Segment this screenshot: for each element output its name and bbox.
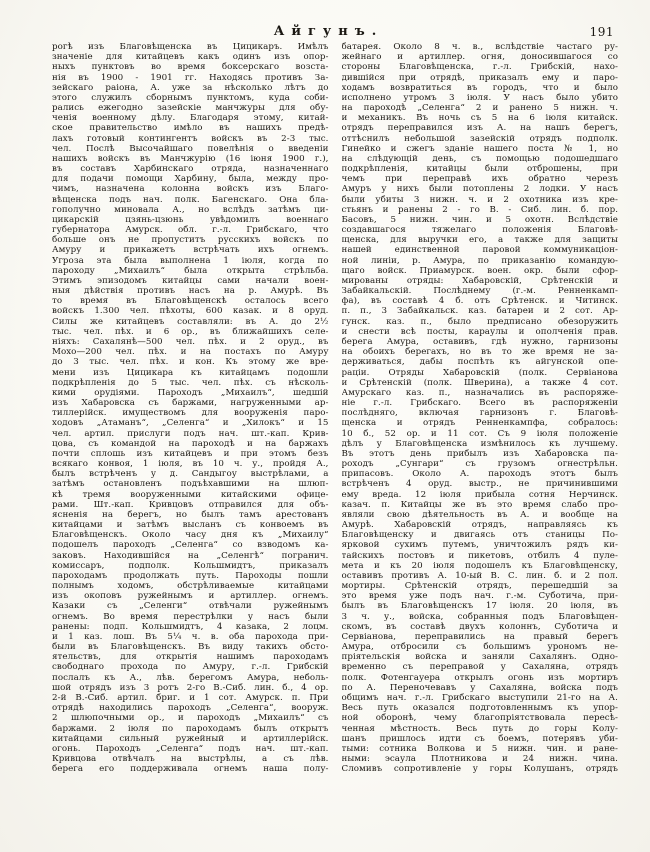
text-line: подошелъ пароходъ „Селенга“ со взводомъ ка- xyxy=(52,540,329,551)
article-running-title: Айгунъ. xyxy=(273,24,384,39)
text-line: то время въ Благовѣщенскѣ осталось всего xyxy=(52,296,329,307)
text-line: шанъ пришлось идти съ боемъ, потерявъ уби- xyxy=(341,733,618,744)
text-line: тиллерійск. имуществомъ для вооруженія паро- xyxy=(52,408,329,419)
text-line: стороны Благовѣщенска, г.-л. Грибскій, нахо- xyxy=(341,62,618,73)
text-line: рались ежегодно зазейскіе манчжуры для обу- xyxy=(52,103,329,114)
text-line: Кривцова отвѣчалъ на выстрѣлы, а съ лѣв. xyxy=(52,754,329,765)
text-line: ранены: подп. Кольшмидтъ, 4 казака, 2 лоцм. xyxy=(52,621,329,632)
text-line: оставивъ противъ А. 10-ый В. С. лин. б. и 2 пол. xyxy=(341,570,618,581)
text-line: ными: эсаула Плотникова и 24 нижн. чина. xyxy=(341,754,618,765)
text-line: оттѣснилъ небольшой зазейскій отрядъ подполк. xyxy=(341,133,618,144)
text-line: Гинейко и сжегъ зданіе нашего поста № 1, но xyxy=(341,143,618,154)
text-line: встрѣченъ 4 оруд. выстр., не причинившими xyxy=(341,479,618,490)
text-line: Благовѣщенску и двигаясь отъ станицы По- xyxy=(341,530,618,541)
text-line: Благовѣщенскъ. Около часу дня къ „Михаилу“ xyxy=(52,530,329,541)
text-line: ной оборонѣ, чему благопріятствовала пересѣ- xyxy=(341,713,618,724)
text-line: зейскаго раіона, А. уже за нѣсколько лѣтъ до xyxy=(52,82,329,93)
text-line: дѣлъ у Благовѣщенска измѣнилось къ лучшему. xyxy=(341,438,618,449)
text-line: Амуръ у нихъ были потоплены 2 лодки. У насъ xyxy=(341,184,618,195)
text-line: въ составъ Харбинскаго отряда, назначеннаго xyxy=(52,164,329,175)
text-line: ніяхъ: Сахалянѣ—500 чел. пѣх. и 2 оруд., въ xyxy=(52,336,329,347)
text-line: Мохо—200 чел. пѣх. и на постахъ по Амуру xyxy=(52,347,329,358)
text-line: пароходамъ продолжать путь. Пароходы пошли xyxy=(52,570,329,581)
text-line: ему вреда. 12 іюля прибыла сотня Нерчинск. xyxy=(341,489,618,500)
text-line: подкрѣпленія до 5 тыс. чел. пѣх. съ нѣсколь- xyxy=(52,377,329,388)
text-line: и механикъ. Въ ночь съ 5 на 6 іюля китайск. xyxy=(341,113,618,124)
text-line: Амурскаго каз. п., назначались въ распоряже- xyxy=(341,387,618,398)
text-line: чемъ при переправѣ ихъ обратно черезъ xyxy=(341,174,618,185)
text-line: свободнаго прохода по Амуру, г.-л. Грибскій xyxy=(52,662,329,673)
text-line: китайцами сильный ружейный и артиллерійск. xyxy=(52,733,329,744)
text-line: былъ въ Благовѣщенскъ 17 іюля. 20 іюля, въ xyxy=(341,601,618,612)
text-line: былъ встрѣченъ у д. Сандыгоу выстрѣлами, а xyxy=(52,469,329,480)
text-line: кѣ тремя вооруженными китайскими офице- xyxy=(52,489,329,500)
text-line: губернатора Амурск. обл. г.-л. Грибскаго, что xyxy=(52,225,329,236)
text-line: нашихъ войскъ въ Манчжурію (16 іюня 1900 г.), xyxy=(52,153,329,164)
text-line: на пароходѣ „Селенга“ 2 и ранено 5 нижн. ч. xyxy=(341,103,618,114)
left-column xyxy=(52,42,329,774)
text-line: значеніе для китайцевъ какъ одинъ изъ опор- xyxy=(52,52,329,63)
text-line: Амурѣ. Хабаровскій отрядъ, направляясь къ xyxy=(341,520,618,531)
text-line: ныя дѣйствія противъ насъ на р. Амурѣ. Въ xyxy=(52,286,329,297)
text-line: 3 ч. у., войска, собранныя подъ Благовѣщен- xyxy=(341,611,618,622)
text-line: гунск. каз. п., было предписано обезоружить xyxy=(341,316,618,327)
text-line: чимъ, назначена колонна войскъ изъ Благо- xyxy=(52,184,329,195)
text-line: ченія военному дѣлу. Благодаря этому, китай- xyxy=(52,113,329,124)
text-line: Въ этотъ день прибылъ изъ Хабаровска па- xyxy=(341,448,618,459)
text-line: цикарскій цзянь-цзюнь увѣдомилъ военнаго xyxy=(52,214,329,225)
text-line: изъ окоповъ ружейнымъ и артиллер. огнемъ. xyxy=(52,591,329,602)
text-line: были убиты 3 нижн. ч. и 2 охотника изъ кре- xyxy=(341,194,618,205)
text-line: это время уже подъ нач. г.-м. Суботича, при- xyxy=(341,591,618,602)
text-line: полк. Фотенгауера открылъ огонь изъ мортиръ xyxy=(341,672,618,683)
text-line: ченная мѣстность. Весь путь до горы Колу- xyxy=(341,723,618,734)
text-line: ярковой сухимъ путемъ, уничтожилъ рядъ ки- xyxy=(341,540,618,551)
text-line: роходъ „Сунгари“ съ грузомъ огнестрѣльн. xyxy=(341,459,618,470)
text-line: нашей единственной паровой коммуникаціон- xyxy=(341,245,618,256)
text-line: ясненія на берегъ, но былъ тамъ арестованъ xyxy=(52,509,329,520)
text-line: Силы же китайцевъ составляли: въ А. до 2½ xyxy=(52,316,329,327)
text-line: казач. п. Китайцы же въ это время слабо про- xyxy=(341,499,618,510)
text-line: войскъ 1.300 чел. пѣхоты, 600 казак. и 8 оруд. xyxy=(52,306,329,317)
text-line: ятельствъ, для открытія нашимъ пароходамъ xyxy=(52,652,329,663)
text-line: тыми: сотника Волкова и 5 нижн. чин. и ране- xyxy=(341,743,618,754)
text-line: являли свою дѣятельность въ А. и вообще на xyxy=(341,509,618,520)
text-line: всякаго конвоя, 1 іюля, въ 10 ч. у., пройдя А., xyxy=(52,459,329,470)
text-line: и снести всѣ посты, караулы и ополченія прав. xyxy=(341,326,618,337)
text-line: фа), въ составѣ 4 б. отъ Срѣтенск. и Читинск. xyxy=(341,296,618,307)
text-line: рами. Шт.-кап. Кривцовъ отправился для объ- xyxy=(52,499,329,510)
text-line: отрядъ переправился изъ А. на нашъ берегъ, xyxy=(341,123,618,134)
text-line: подкрѣпленія, китайцы были отброшены, при xyxy=(341,164,618,175)
text-line: вѣщенска подъ нач. полк. Багенскаго. Она бла- xyxy=(52,194,329,205)
text-line: берега Амура, оставивъ, гдѣ нужно, гарнизоны xyxy=(341,336,618,347)
text-line: послѣдняго, включая гарнизонъ г. Благовѣ- xyxy=(341,408,618,419)
text-line: Весь путь оказался подготовленнымъ къ упор- xyxy=(341,703,618,714)
text-line: до 3 тыс. чел. пѣх. и кон. Къ этому же вре- xyxy=(52,357,329,368)
text-line: припасовъ. Около А. пароходъ этотъ былъ xyxy=(341,469,618,480)
text-line: Сломивъ сопротивленіе у горы Колушанъ, отрядъ xyxy=(341,764,618,775)
text-line: берега его поддерживала огнемъ наша полу- xyxy=(52,764,329,775)
text-line: ніе г.-л. Грибскаго. Всего въ распоряженіи xyxy=(341,398,618,409)
text-line: Забайкальскій. Послѣднему (г.-м. Ренненкамп- xyxy=(341,286,618,297)
text-line: щаго войск. Приамурск. воен. окр. были сфор- xyxy=(341,265,618,276)
text-line: исполнено утромъ 3 іюля. У насъ было убито xyxy=(341,92,618,103)
text-line: временно съ переправой у Сахаляна, отрядъ xyxy=(341,662,618,673)
text-line: батарея. Около 8 ч. в., вслѣдствіе частаго ру- xyxy=(341,42,618,52)
text-line: рогѣ изъ Благовѣщенска въ Цицикаръ. Имѣлъ xyxy=(52,42,329,52)
text-line: Казаки съ „Селенги“ отвѣчали ружейнымъ xyxy=(52,601,329,612)
text-line: лахъ готовый контингентъ войскъ въ 2-3 тыс. xyxy=(52,133,329,144)
text-line: Басовъ, 5 нижн. чин. и 5 охотн. Вслѣдствіе xyxy=(341,214,618,225)
text-line: по А. Переночевавъ у Сахаляна, войска подъ xyxy=(341,682,618,693)
text-line: и 1 каз. лош. Въ 5¼ ч. в. оба парохода при- xyxy=(52,631,329,642)
text-line: были въ Благовѣщенскъ. Въ виду такихъ обсто- xyxy=(52,642,329,653)
text-line: китайцами и затѣмъ высланъ съ конвоемъ въ xyxy=(52,520,329,531)
text-line: Сервіанова, переправились на правый берегъ xyxy=(341,631,618,642)
text-line: общимъ нач. г.-л. Грибскаго выступили 21-го на А. xyxy=(341,693,618,703)
text-line: чел. артил. прислуги подъ нач. шт.-кап. Крив- xyxy=(52,428,329,439)
text-line: щенска, для выручки его, а также для защиты xyxy=(341,235,618,246)
text-line: чел. Послѣ Высочайшаго повелѣнія о введеніи xyxy=(52,143,329,154)
text-columns xyxy=(52,42,618,774)
text-line: держиваться, дабы поспѣть къ айгунской опе- xyxy=(341,357,618,368)
text-line: и Срѣтенскій (полк. Шверина), а также 4 сот. xyxy=(341,377,618,388)
text-line: огнемъ. Во время перестрѣлки у насъ были xyxy=(52,611,329,622)
text-line: стьянъ и ранены 2 - го В. - Сиб. лин. б. пор. xyxy=(341,204,618,215)
text-line: мета и къ 20 іюля подошелъ къ Благовѣщенску, xyxy=(341,560,618,571)
text-line: тыс. чел. пѣх. и 6 ор., въ ближайшихъ селе- xyxy=(52,326,329,337)
text-line: на слѣдующій день, съ помощью подошедшаго xyxy=(341,153,618,164)
text-line: ныхъ пунктовъ во время боксерскаго возста- xyxy=(52,62,329,73)
right-column xyxy=(342,42,619,774)
text-line: огонь. Пароходъ „Селенга“ подъ нач. шт.-кап. xyxy=(52,743,329,754)
text-line: комиссаръ, подполк. Кольшмидтъ, приказалъ xyxy=(52,560,329,571)
text-line: мированы отряды: Хабаровскій, Срѣтенскій и xyxy=(341,275,618,286)
text-line: больше онъ не пропуститъ русскихъ войскъ по xyxy=(52,235,329,246)
text-line: для подачи помощи Харбину, была, между про- xyxy=(52,174,329,185)
text-line: 2 шлюпочными ор., и пароходъ „Михаилъ“ съ xyxy=(52,713,329,724)
text-line: почти сплошь изъ китайцевъ и при этомъ безъ xyxy=(52,448,329,459)
text-line: кими орудіями. Пароходъ „Михаилъ“, шедшій xyxy=(52,387,329,398)
text-line: Угроза эта была выполнена 1 іюля, когда по xyxy=(52,255,329,266)
text-line: Амуру и прикажетъ встрѣчать ихъ огнемъ. xyxy=(52,245,329,256)
text-line: затѣмъ остановленъ подъѣхавшими на шлюп- xyxy=(52,479,329,490)
text-line: 10 б., 52 ор. и 11 сот. Съ 9 іюля положеніе xyxy=(341,428,618,439)
text-line: отрядѣ находились пароходъ „Селенга“, вооруж. xyxy=(52,703,329,714)
text-line: баржами. 2 іюля по пароходамъ былъ открытъ xyxy=(52,723,329,734)
text-line: полнымъ ходомъ, обстрѣливаемые китайцами xyxy=(52,581,329,592)
text-line: дившійся при отрядѣ, приказалъ ему и паро- xyxy=(341,72,618,83)
text-line: нія въ 1900 - 1901 гг. Находясь противъ За- xyxy=(52,72,329,83)
text-line: шой отрядъ изъ 3 ротъ 2-го В.-Сиб. лин. б., 4 ор. xyxy=(52,682,329,693)
text-line: изъ Хабаровска съ баржами, нагруженными ар- xyxy=(52,398,329,409)
text-line: жейнаго и артиллер. огня, доносившагося со xyxy=(341,52,618,63)
text-line: мени изъ Цицикара къ китайцамъ подошли xyxy=(52,367,329,378)
text-line: п. п., 3 Забайкальск. каз. батареи и 2 сот. Ар- xyxy=(341,306,618,317)
text-line: пароходу „Михаилъ“ была открыта стрѣльба. xyxy=(52,265,329,276)
text-line: Этимъ эпизодомъ китайцы сами начали воен- xyxy=(52,275,329,286)
text-line: ское правительство имѣло въ нашихъ предѣ- xyxy=(52,123,329,134)
text-line: создавшагося тяжелаго положенія Благовѣ- xyxy=(341,225,618,236)
text-line: этого служилъ сборнымъ пунктомъ, куда соби- xyxy=(52,92,329,103)
text-line: пріятельскія войска и заняли Сахалянъ. Одно- xyxy=(341,652,618,663)
text-line: тайскихъ постовъ и пикетовъ, отбилъ 4 пуле- xyxy=(341,550,618,561)
text-line: заковъ. Находившійся на „Селенгѣ“ погранич. xyxy=(52,550,329,561)
text-line: ходовъ „Атаманъ“, „Селенга“ и „Хилокъ“ и 15 xyxy=(52,418,329,429)
text-line: послалъ къ А., лѣв. берегомъ Амура, неболь- xyxy=(52,672,329,683)
text-line: на обоихъ берегахъ, но въ то же время не за- xyxy=(341,347,618,358)
text-line: ходамъ возвратиться въ городъ, что и было xyxy=(341,82,618,93)
text-line: цова, съ командой на пароходѣ и на баржахъ xyxy=(52,438,329,449)
text-line: мортиры. Срѣтенскій отрядъ, перешедшій за xyxy=(341,581,618,592)
text-line: щенска и отрядъ Ренненкампфа, собралось: xyxy=(341,418,618,429)
text-line: раціи. Отряды Хабаровскій (полк. Сервіанова xyxy=(341,367,618,378)
page-number: 191 xyxy=(589,25,614,39)
text-line: 2-й В.-Сиб. артил. бриг. и 1 сот. Амурск. п. При xyxy=(52,693,329,703)
text-line: скомъ, въ составѣ двухъ колоннъ, Суботича и xyxy=(341,621,618,632)
text-line: ной линіи, р. Амура, по приказанію командую- xyxy=(341,255,618,266)
text-line: гополучно миновала А., но вслѣдъ затѣмъ ци- xyxy=(52,204,329,215)
text-line: Амура, отбросили съ большимъ урономъ не- xyxy=(341,642,618,653)
